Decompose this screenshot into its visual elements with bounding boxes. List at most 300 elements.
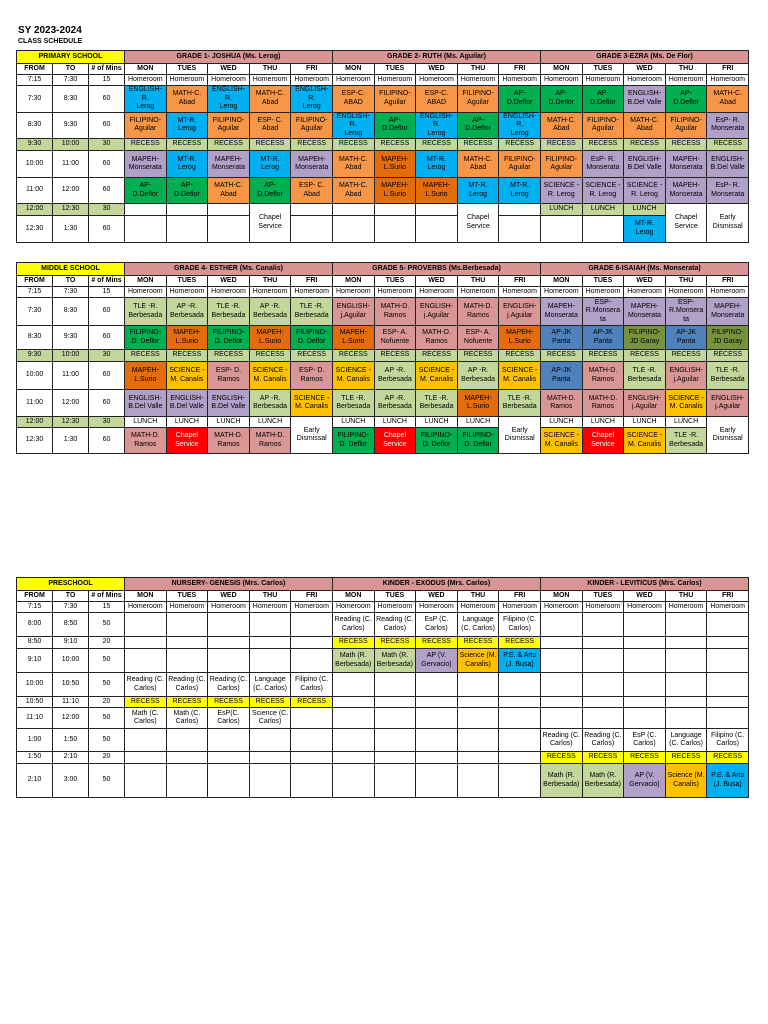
- recess-cell: RECESS: [333, 139, 375, 151]
- schedule-cell: AP (V. Gervacio): [416, 649, 458, 673]
- schedule-cell: Science (M. Canalis): [665, 764, 707, 798]
- schedule-cell: FILIPINO- Aguilar: [374, 86, 416, 113]
- schedule-cell: MAPEH- Monserata: [541, 298, 583, 326]
- time-to: 11:00: [53, 362, 89, 390]
- time-from: 2:10: [17, 764, 53, 798]
- schedule-cell: FILIPINO- D. Deflor: [208, 326, 250, 350]
- schedule-cell: [374, 729, 416, 752]
- schedule-cell: Homeroom: [457, 287, 499, 298]
- schedule-cell: [125, 613, 167, 637]
- schedule-cell: TLE -R. Berbesada: [291, 298, 333, 326]
- schedule-cell: Homeroom: [333, 287, 375, 298]
- time-mins: 20: [89, 637, 125, 649]
- schedule-cell: ENGLISH- j.Aguilar: [624, 390, 666, 417]
- schedule-cell: Chapel Service: [374, 428, 416, 454]
- schedule-cell: [374, 204, 416, 216]
- schedule-cell: [374, 752, 416, 764]
- schedule-cell: [166, 637, 208, 649]
- schedule-cell: [125, 216, 167, 243]
- schedule-cell: LUNCH: [457, 417, 499, 428]
- schedule-cell: [457, 752, 499, 764]
- schedule-cell: TLE -R. Berbesada: [333, 390, 375, 417]
- schedule-cell: MAPEH- L.Surio: [499, 326, 541, 350]
- time-to: 9:30: [53, 112, 89, 139]
- recess-cell: RECESS: [166, 139, 208, 151]
- time-from: 1:50: [17, 752, 53, 764]
- day-fri: FRI: [499, 64, 541, 75]
- day-mon: MON: [540, 591, 582, 602]
- schedule-cell: [624, 697, 666, 708]
- schedule-cell: LUNCH: [582, 417, 624, 428]
- day-wed: WED: [416, 276, 458, 287]
- schedule-cell: AP -R. Berbesada: [166, 298, 208, 326]
- schedule-cell: [249, 613, 291, 637]
- schedule-cell: [416, 673, 458, 697]
- schedule-cell: MT-R. Lerog: [166, 112, 208, 139]
- schedule-cell: Homeroom: [665, 602, 707, 613]
- schedule-cell: Reading (C. Carlos): [540, 729, 582, 752]
- middle-school-table: [16, 262, 749, 454]
- schedule-cell: MT-R. Lerog: [166, 151, 208, 178]
- recess-cell: RECESS: [665, 139, 707, 151]
- schedule-cell: AP- D.Deflor: [541, 86, 583, 113]
- time-from: 9:10: [17, 649, 53, 673]
- schedule-cell: Homeroom: [499, 287, 541, 298]
- time-mins: 60: [89, 428, 125, 454]
- schedule-cell: AP -R. Berbesada: [249, 298, 291, 326]
- day-mon: MON: [332, 591, 374, 602]
- schedule-cell: MAPEH- Monserata: [665, 178, 707, 204]
- schedule-cell: ENGLISH-R. Lerog: [333, 112, 375, 139]
- time-mins: 30: [89, 204, 125, 216]
- schedule-cell: [333, 204, 375, 216]
- schedule-cell: [707, 708, 749, 729]
- schedule-cell: MATH-D. Ramos: [125, 428, 167, 454]
- schedule-cell: EsP (C. Carlos): [624, 729, 666, 752]
- time-mins: 50: [89, 613, 125, 637]
- time-from: 7:15: [17, 602, 53, 613]
- schedule-cell: Early Dismissal: [291, 417, 333, 454]
- schedule-cell: AP- D.Deflor: [125, 178, 167, 204]
- day-wed: WED: [416, 591, 458, 602]
- schedule-cell: [540, 637, 582, 649]
- schedule-cell: [291, 637, 333, 649]
- schedule-cell: [332, 729, 374, 752]
- time-to: 12:00: [53, 390, 89, 417]
- schedule-cell: [665, 637, 707, 649]
- schedule-cell: P.E. & Arts (J. Busa): [707, 764, 749, 798]
- schedule-cell: ESP- A. Nofuente: [374, 326, 416, 350]
- schedule-cell: [499, 764, 541, 798]
- schedule-cell: AP-JK Panta: [582, 326, 624, 350]
- schedule-cell: Filipino (C. Carlos): [707, 729, 749, 752]
- day-thu: THU: [457, 591, 499, 602]
- schedule-cell: [582, 708, 624, 729]
- day-thu: THU: [249, 64, 291, 75]
- schedule-cell: MATH-C. Abad: [707, 86, 749, 113]
- schedule-cell: TLE -R. Berbesada: [416, 390, 458, 417]
- recess-cell: RECESS: [333, 350, 375, 362]
- time-mins: 30: [89, 417, 125, 428]
- schedule-cell: [208, 649, 250, 673]
- day-tues: TUES: [374, 591, 416, 602]
- schedule-cell: [125, 204, 167, 216]
- schedule-cell: [540, 613, 582, 637]
- recess-cell: RECESS: [582, 752, 624, 764]
- time-mins: 60: [89, 178, 125, 204]
- time-to: 1:50: [53, 729, 89, 752]
- time-mins: 30: [89, 139, 125, 151]
- time-from: 7:30: [17, 86, 53, 113]
- time-mins: 60: [89, 112, 125, 139]
- time-mins: 15: [89, 75, 125, 86]
- time-mins: 20: [89, 697, 125, 708]
- time-to: 10:00: [53, 139, 89, 151]
- schedule-cell: MAPEH- L.Surio: [374, 178, 416, 204]
- schedule-cell: SCIENCE - R. Lerog: [624, 178, 666, 204]
- schedule-cell: MAPEH- L.Surio: [333, 326, 375, 350]
- schedule-cell: [707, 673, 749, 697]
- schedule-cell: [457, 729, 499, 752]
- schedule-cell: [291, 729, 333, 752]
- schedule-cell: FILIPINO- JD Garay: [624, 326, 666, 350]
- schedule-cell: MAPEH- L.Surio: [166, 326, 208, 350]
- schedule-cell: AP -R. Berbesada: [374, 362, 416, 390]
- time-from: 8:50: [17, 637, 53, 649]
- recess-cell: RECESS: [332, 637, 374, 649]
- schedule-cell: FILIPINO- Aguilar: [125, 112, 167, 139]
- schedule-cell: FILIPINO- Aguilar: [457, 86, 499, 113]
- time-to: 12:30: [53, 417, 89, 428]
- schedule-cell: SCIENCE - M. Canalis: [416, 362, 458, 390]
- schedule-cell: [291, 764, 333, 798]
- recess-cell: RECESS: [125, 350, 167, 362]
- day-thu: THU: [457, 64, 499, 75]
- time-from: 12:00: [17, 204, 53, 216]
- day-fri: FRI: [499, 591, 541, 602]
- schedule-cell: MATH-C. Abad: [166, 86, 208, 113]
- day-wed: WED: [208, 64, 250, 75]
- time-to: 12:00: [53, 708, 89, 729]
- schedule-cell: [499, 204, 541, 216]
- schedule-cell: AP- D.Deflor: [582, 86, 624, 113]
- schedule-cell: EsP(C. Carlos): [208, 708, 250, 729]
- schedule-cell: Homeroom: [125, 75, 167, 86]
- schedule-cell: [374, 708, 416, 729]
- schedule-cell: [665, 697, 707, 708]
- schedule-cell: [541, 216, 583, 243]
- schedule-cell: LUNCH: [333, 417, 375, 428]
- day-tues: TUES: [374, 276, 416, 287]
- schedule-cell: Language (C. Carlos): [665, 729, 707, 752]
- schedule-cell: FILIPINO- D. Deflor: [416, 428, 458, 454]
- schedule-cell: FILIPINO- Aguilar: [582, 112, 624, 139]
- schedule-cell: ESP- A. Nofuente: [457, 326, 499, 350]
- time-from: 11:10: [17, 708, 53, 729]
- schedule-cell: [624, 649, 666, 673]
- schedule-cell: LUNCH: [665, 417, 707, 428]
- time-mins: 50: [89, 649, 125, 673]
- day-tues: TUES: [582, 64, 624, 75]
- schedule-cell: FILIPINO- D. Deflor: [333, 428, 375, 454]
- time-mins: 60: [89, 86, 125, 113]
- schedule-cell: LUNCH: [125, 417, 167, 428]
- grade-header-1: GRADE 4- ESTHER (Ms. Canalis): [125, 263, 333, 276]
- schedule-cell: [291, 752, 333, 764]
- schedule-cell: [540, 673, 582, 697]
- schedule-cell: Homeroom: [208, 602, 250, 613]
- time-from: 9:30: [17, 350, 53, 362]
- schedule-cell: SCIENCE - M. Canalis: [249, 362, 291, 390]
- schedule-cell: ENGLISH-R. Lerog: [208, 86, 250, 113]
- schedule-cell: [208, 729, 250, 752]
- day-fri: FRI: [707, 276, 749, 287]
- schedule-cell: [125, 729, 167, 752]
- schedule-cell: [416, 764, 458, 798]
- schedule-cell: Homeroom: [582, 602, 624, 613]
- recess-cell: RECESS: [291, 139, 333, 151]
- schedule-cell: MATH-C. Abad: [624, 112, 666, 139]
- schedule-cell: [208, 216, 250, 243]
- day-thu: THU: [457, 276, 499, 287]
- schedule-cell: Homeroom: [457, 75, 499, 86]
- time-from: 8:00: [17, 613, 53, 637]
- schedule-cell: EsP- R. Monserata: [707, 112, 749, 139]
- schedule-cell: ESP- R.Monsera ta: [582, 298, 624, 326]
- recess-cell: RECESS: [665, 752, 707, 764]
- schedule-cell: AP -R. Berbesada: [457, 362, 499, 390]
- schedule-cell: [582, 216, 624, 243]
- time-mins: 60: [89, 216, 125, 243]
- schedule-cell: [166, 729, 208, 752]
- schedule-cell: FILIPINO- JD Garay: [707, 326, 749, 350]
- recess-cell: RECESS: [665, 350, 707, 362]
- schedule-cell: MAPEH- L.Surio: [249, 326, 291, 350]
- schedule-cell: Homeroom: [374, 287, 416, 298]
- schedule-cell: [291, 613, 333, 637]
- recess-cell: RECESS: [374, 139, 416, 151]
- time-mins: 60: [89, 151, 125, 178]
- schedule-cell: MATH-C. Abad: [333, 151, 375, 178]
- schedule-cell: [125, 764, 167, 798]
- schedule-cell: TLE -R. Berbesada: [624, 362, 666, 390]
- schedule-cell: [416, 752, 458, 764]
- schedule-cell: LUNCH: [541, 417, 583, 428]
- day-wed: WED: [624, 64, 666, 75]
- day-tues: TUES: [166, 276, 208, 287]
- schedule-cell: ENGLISH- B.Del Valle: [624, 86, 666, 113]
- schedule-cell: [166, 649, 208, 673]
- recess-cell: RECESS: [541, 139, 583, 151]
- recess-cell: RECESS: [624, 752, 666, 764]
- time-to: 9:30: [53, 326, 89, 350]
- time-to: 10:50: [53, 673, 89, 697]
- time-to: 11:00: [53, 151, 89, 178]
- schedule-cell: [249, 637, 291, 649]
- schedule-cell: [416, 697, 458, 708]
- schedule-cell: LUNCH: [374, 417, 416, 428]
- time-to: 12:30: [53, 204, 89, 216]
- schedule-cell: [208, 764, 250, 798]
- schedule-cell: [665, 613, 707, 637]
- schedule-cell: FILIPINO- D. Deflor: [457, 428, 499, 454]
- time-to: 3:00: [53, 764, 89, 798]
- schedule-cell: [291, 649, 333, 673]
- schedule-cell: Homeroom: [416, 602, 458, 613]
- recess-cell: RECESS: [707, 752, 749, 764]
- recess-cell: RECESS: [499, 637, 541, 649]
- schedule-cell: [582, 613, 624, 637]
- schedule-cell: MT-R. Lerog: [249, 151, 291, 178]
- schedule-cell: Homeroom: [624, 75, 666, 86]
- col-mins: # of Mins: [89, 591, 125, 602]
- recess-cell: RECESS: [457, 637, 499, 649]
- schedule-cell: AP-JK Panta: [665, 326, 707, 350]
- day-mon: MON: [541, 276, 583, 287]
- schedule-cell: [457, 697, 499, 708]
- schedule-cell: Homeroom: [166, 287, 208, 298]
- col-to: TO: [53, 276, 89, 287]
- schedule-cell: Homeroom: [416, 75, 458, 86]
- recess-cell: RECESS: [249, 350, 291, 362]
- recess-cell: RECESS: [249, 139, 291, 151]
- schedule-cell: [208, 752, 250, 764]
- col-mins: # of Mins: [89, 64, 125, 75]
- schedule-cell: Chapel Service: [665, 204, 707, 243]
- schedule-cell: [332, 752, 374, 764]
- schedule-cell: [249, 752, 291, 764]
- schedule-cell: Homeroom: [208, 75, 250, 86]
- schedule-cell: MT-R. Lerog: [624, 216, 666, 243]
- schedule-cell: Homeroom: [332, 602, 374, 613]
- schedule-cell: [582, 637, 624, 649]
- time-to: 8:50: [53, 613, 89, 637]
- schedule-cell: Homeroom: [333, 75, 375, 86]
- schedule-cell: MATH-C. Abad: [249, 86, 291, 113]
- schedule-cell: MATH-D. Ramos: [249, 428, 291, 454]
- schedule-cell: Chapel Service: [249, 204, 291, 243]
- time-to: 7:30: [53, 602, 89, 613]
- recess-cell: RECESS: [540, 752, 582, 764]
- schedule-cell: ENGLISH- B.Del Valle: [208, 390, 250, 417]
- col-to: TO: [53, 591, 89, 602]
- schedule-cell: Homeroom: [291, 287, 333, 298]
- schedule-cell: [416, 204, 458, 216]
- schedule-cell: MATH-D. Ramos: [541, 390, 583, 417]
- schedule-cell: [333, 216, 375, 243]
- time-mins: 30: [89, 350, 125, 362]
- schedule-cell: Chapel Service: [582, 428, 624, 454]
- schedule-cell: LUNCH: [166, 417, 208, 428]
- schedule-cell: EsP- R. Monserata: [582, 151, 624, 178]
- schedule-cell: MATH-D. Ramos: [208, 428, 250, 454]
- recess-cell: RECESS: [582, 350, 624, 362]
- recess-cell: RECESS: [582, 139, 624, 151]
- schedule-cell: Homeroom: [166, 75, 208, 86]
- recess-cell: RECESS: [166, 350, 208, 362]
- time-to: 1:30: [53, 216, 89, 243]
- time-from: 7:30: [17, 298, 53, 326]
- recess-cell: RECESS: [541, 350, 583, 362]
- recess-cell: RECESS: [624, 139, 666, 151]
- col-from: FROM: [17, 591, 53, 602]
- schedule-cell: SCIENCE - M. Canalis: [499, 362, 541, 390]
- schedule-cell: MAPEH- Monserata: [665, 151, 707, 178]
- schedule-cell: Homeroom: [540, 602, 582, 613]
- schedule-cell: AP- D.Deflor: [499, 86, 541, 113]
- section-label: MIDDLE SCHOOL: [17, 263, 125, 276]
- schedule-cell: [665, 708, 707, 729]
- schedule-cell: Homeroom: [665, 75, 707, 86]
- schedule-cell: [208, 637, 250, 649]
- time-from: 1:00: [17, 729, 53, 752]
- schedule-cell: Homeroom: [541, 75, 583, 86]
- col-to: TO: [53, 64, 89, 75]
- schedule-cell: Homeroom: [374, 75, 416, 86]
- schedule-cell: Homeroom: [624, 602, 666, 613]
- schedule-cell: [416, 216, 458, 243]
- time-to: 11:10: [53, 697, 89, 708]
- schedule-cell: Early Dismissal: [707, 417, 749, 454]
- schedule-cell: [499, 729, 541, 752]
- schedule-cell: Homeroom: [582, 75, 624, 86]
- schedule-cell: [125, 752, 167, 764]
- schedule-cell: Homeroom: [249, 602, 291, 613]
- schedule-cell: ENGLISH- B.Del Valle: [707, 151, 749, 178]
- day-tues: TUES: [166, 591, 208, 602]
- schedule-cell: Math (R. Berbesada): [332, 649, 374, 673]
- schedule-cell: SCIENCE - M. Canalis: [166, 362, 208, 390]
- schedule-cell: ESP- D. Ramos: [291, 362, 333, 390]
- day-mon: MON: [125, 64, 167, 75]
- schedule-cell: AP- D.Deflor: [249, 178, 291, 204]
- day-thu: THU: [249, 591, 291, 602]
- recess-cell: RECESS: [291, 697, 333, 708]
- day-wed: WED: [208, 591, 250, 602]
- time-mins: 60: [89, 390, 125, 417]
- schedule-cell: [499, 752, 541, 764]
- time-to: 12:00: [53, 178, 89, 204]
- schedule-cell: ENGLISH- j.Aguilar: [333, 298, 375, 326]
- schedule-cell: [374, 764, 416, 798]
- schedule-cell: [249, 729, 291, 752]
- schedule-cell: [332, 708, 374, 729]
- schedule-cell: [499, 673, 541, 697]
- schedule-cell: Early Dismissal: [707, 204, 749, 243]
- time-from: 9:30: [17, 139, 53, 151]
- time-to: 10:00: [53, 350, 89, 362]
- schedule-cell: [125, 649, 167, 673]
- day-fri: FRI: [499, 276, 541, 287]
- schedule-cell: [665, 649, 707, 673]
- schedule-cell: MATH-C. Abad: [333, 178, 375, 204]
- time-mins: 15: [89, 287, 125, 298]
- schedule-cell: ENGLISH-R. Lerog: [125, 86, 167, 113]
- schedule-cell: [499, 708, 541, 729]
- col-from: FROM: [17, 64, 53, 75]
- day-fri: FRI: [291, 591, 333, 602]
- schedule-cell: SCIENCE - R. Lerog: [582, 178, 624, 204]
- schedule-cell: MAPEH- Monserata: [208, 151, 250, 178]
- time-to: 2:10: [53, 752, 89, 764]
- schedule-cell: Homeroom: [582, 287, 624, 298]
- schedule-cell: MATH-D. Ramos: [582, 390, 624, 417]
- schedule-cell: MATH-D. Ramos: [457, 298, 499, 326]
- day-tues: TUES: [582, 276, 624, 287]
- schedule-cell: Chapel Service: [457, 204, 499, 243]
- schedule-cell: Math (R. Berbesada): [582, 764, 624, 798]
- schedule-cell: [416, 729, 458, 752]
